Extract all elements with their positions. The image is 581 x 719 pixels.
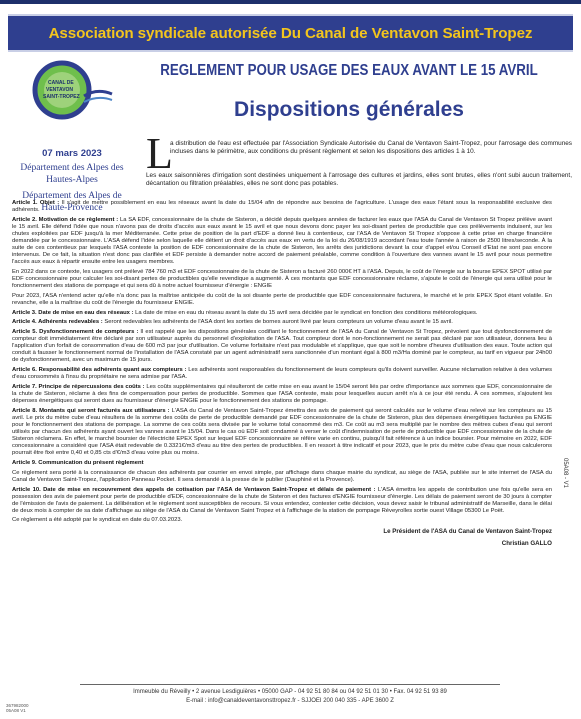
article-title: Article 2. Motivation de ce règlement : (12, 216, 119, 223)
article-paragraph (12, 470, 552, 484)
article-paragraph (12, 293, 552, 307)
article-text: Ce règlement sera porté à la connaissance de chacun des adhérents par courrier en envoi simple, par affichage dans chaque mairie du syndicat, au siège de l'ASA, publiée sur le site internet de l'ASA du Canal de Ventavon Saint-Tropez, l'application Panneau Pocket. Il sera demandé à la presse de le publier (Dauphiné et la Provence). (12, 469, 552, 483)
article-text: La SA EDF, concessionnaire de la chute de Sisteron, a décidé depuis quelques années de facturer les eaux que l'ASA du Canal de Ventavon St Tropez prélève avant le 15 avril. Elle défend l'idée que nous n'avons pas de droits d'accès aux eaux avant le 15 avril et que nous devons donc payer les soi-disant pertes de productible que ces prélèvements induisent, sur les chutes exploitées par EDF jusqu'à la mer Méditerranée. Cette prise de position de la part d'EDF a donné lieu à contentieux, car l'ASA de Ventavon St Tropez s'oppose à cette prise en charge financière demandée par le concessionnaire. L'ASA défend l'idée selon laquelle elle détient un droit d'accès aux eaux en vertu de la loi du 26/08/1919 accordant l'eau toute l'année à raison de 2500 litres/seconde. À la suite de ces contentieux par lesquels l'ASA conteste la position de EDF concessionnaire de la chute de Sisteron, les arrêts des juridictions devant la cour d'appel et/ou Conseil d'Etat ne sont pas encore intervenus. De ce fait, la situation n'est donc pas clarifiée et EDF persiste à demander notre accord de paiement préalable, comme condition à l'ouverture des vannes avant le 15 avril pour nous permettre l'accès aux eaux à répartir ensuite entre les usagers membres. (12, 216, 552, 266)
footer-divider (80, 684, 500, 685)
article-title: Article 1. Objet : (12, 200, 60, 206)
logo-text-line1: CANAL DE (48, 80, 74, 86)
article-paragraph (12, 487, 552, 515)
article-title: Article 8. Montants qui seront facturés aux utilisateurs : (12, 407, 170, 414)
article-title: Article 4. Adhérents redevables : (12, 319, 103, 326)
article-text: En 2022 dans ce contexte, les usagers ont prélevé 784 760 m3 et EDF concessionnaire de la chute de Sisteron a facturé 260 000€ HT à l'ASA. Depuis, le coût de l'énergie sur la bourse EPEX SPOT utilisé par EDF concessionnaire pour calculer les soi-disant pertes de productibles qu'elle revendique a augmenté. À ces montants que EDF concessionnaire réclame, s'ajoute le coût de l'énergie qui sera utilisé pour le fonctionnement des stations de pompage et qui sera dû à notre actuel fournisseur d'énergie : ENGIE (12, 269, 552, 290)
signature-title: Le Président de l'ASA du Canal de Ventavon Saint-Tropez (383, 528, 552, 536)
intro-paragraph: a distribution de l'eau est effectuée par l'Association Syndicale Autorisée du Canal de Ventavon Saint-Tropez, pour l'arrosage des communes incluses dans le périmètre, aux conditions du présent règlement et selon les dispositions des articles 1 à 10. (170, 140, 572, 155)
association-logo (22, 58, 114, 124)
article-text: Ce règlement a été adopté par le syndicat en date du 07.03.2023. (12, 517, 183, 524)
article-title: Article 3. Date de mise en eau des réseaux : (12, 309, 134, 316)
logo-text-line3: SAINT-TROPEZ (43, 94, 80, 100)
article-text: Les coûts supplémentaires qui résulteront de cette mise en eau avant le 15/04 seront liés par ordre d'importance aux sommes que EDF, concessionnaire de la chute de Sisteron, réclame à des fins de compensation pour pertes de productible. Sommes que l'ASA conteste, mais pour lesquelles aucun arrêt n'a à ce jour été rendu. À ces sommes, s'ajoutent les dépenses énergétiques qui seront dues au fournisseur d'énergie ENGIE pour le fonctionnement des stations de pompage. (12, 383, 552, 405)
article-title: Article 9. Communication du présent règlement (12, 460, 144, 467)
logo-text-line2: VENTAVON (46, 87, 74, 93)
footer-contact: E-mail : info@canaldeventavonsttropez.fr - SJJOEI 200 040 335 - APE 3600 Z (186, 697, 394, 704)
department-hautes-alpes: Département des Alpes des Hautes-Alpes (20, 163, 124, 185)
article-paragraph (12, 408, 552, 458)
article-paragraph (12, 367, 552, 381)
article-title: Article 7. Principe de répercussions des coûts : (12, 383, 145, 390)
intro-paragraph-2: Les eaux saisonnières d'irrigation sont destinées uniquement à l'arrosage des cultures et jardins, elles sont brutes, elles n'ont subi aucun traitement, décantation ou filtration préalables, elles ne sont donc pas potables. (146, 172, 572, 187)
article-paragraph (12, 384, 552, 405)
article-text: L'ASA émettra les appels de contribution une fois qu'elle sera en possession des avis de paiement pour perte de productible d'EDF, concessionnaire de la chute de Sisteron et des factures d'ENGIE fournisseur d'énergie. Les délais de paiement seront de 30 jours à compter de l'émission de l'avis de paiement. La délibération et le règlement sont susceptibles de recours. Si vous entendez, contester cette décision, vous devez saisir le tribunal administratif de Marseille, dans le délai de deux mois à compter de sa date d'affichage au siège de l'ASA du Canal de Ventavon Saint Tropez et à l'affichage de la station de pompage Réveyrolles sortie ouest Village 05300 Le Poët. (12, 486, 552, 514)
banner-title: Association syndicale autorisée Du Canal de Ventavon Saint-Tropez (48, 24, 533, 42)
section-title: Dispositions générales (234, 98, 464, 121)
document-reference (6, 703, 29, 713)
document-date: 07 mars 2023 (42, 148, 102, 159)
article-title: Article 6. Responsabilité des adhérents quant aux compteurs : (12, 367, 187, 374)
header-banner (8, 14, 573, 52)
article-paragraph (12, 319, 552, 326)
article-text: Les adhérents sont responsables du fonctionnement de leurs compteurs qu'ils doivent surveiller. Aucune réclamation relative à des volumes d'eau consommés à l'insu du propriétaire ne sera admise par l'ASA. (12, 367, 552, 381)
regulation-subtitle: REGLEMENT POUR USAGE DES EAUX AVANT LE 15 AVRIL (160, 62, 538, 79)
footer-address: Immeuble du Réveilly • 2 avenue Lesdiguières • 05000 GAP - 04 92 51 80 84 ou 04 92 51 01 30 • Fax. 04 92 51 93 89 (133, 689, 447, 695)
article-title: Article 5. Dysfonctionnement de compteurs : (12, 329, 139, 336)
document-reference-line1: 367982000 (6, 703, 29, 708)
article-paragraph (12, 269, 552, 290)
article-title: Article 10. Date de mise en recouvrement des appels de cotisation par l'ASA de Ventavon Saint-Tropez et délais de paiement : (12, 486, 376, 493)
article-paragraph (12, 217, 552, 267)
footer (60, 688, 520, 705)
article-paragraph (12, 460, 552, 467)
article-paragraph (12, 517, 552, 524)
article-text: Il s'agit de mettre possiblement en eau les réseaux avant la date du 15/04 afin de répondre aux besoins de l'agriculture. L'usage des eaux l'étant sous la responsabilité exclusive des adhérents. (12, 200, 552, 214)
document-reference-line2: 05A08 V1 (6, 708, 26, 713)
articles-body (12, 200, 552, 550)
article-text: L'ASA du Canal de Ventavon Saint-Tropez émettra des avis de paiement qui seront calculés sur le volume d'eau relevé sur les compteurs au 15 avril. Le prix du mètre cube d'eau résultera de la somme des coûts de perte de productible demandé par EDF concessionnaire de la chute de Sisteron, plus des dépenses énergétiques facturées pa ENGIE pour le fonctionnement des stations de pompage. La somme de ces coûts sera divisée par le volume total consommé des m3. Ce coût au m3 sera multiplié par le nombre des mètres cubes d'eau qui seront utilisés par chacun des adhérents ayant ouvert les vannes avant le 15/04. Dans le cas où EDF soit condamné à verser le coût d'indemnisation de perte de productible que EDF concessionnaire de la chute de Sisteron réclamera. En effet, le marché boursier de l'électricité EPEX Spot sur lequel EDF concessionnaire se réfère varie en continu, puisqu'il fait référence à un indice boursier. Pour mémoire en 2022, EDF concessionnaire a considéré que l'ASA était redevable de 0.3321€/m3 d'eau au titre des pertes de productibles. Il en ressort à titre indicatif et pour 2023, que le prix du mètre cube d'eau que nous calculerons pourrait être fixé entre 0,40 et 0,85 cts d'€/m3 d'eau voire plus ou moins. (12, 407, 552, 457)
article-paragraph (12, 310, 552, 317)
article-text: Seront redevables les adhérents de l'ASA dont les sorties de bornes auront livré par leurs compteurs un volume d'eau avant le 15 avril. (102, 319, 453, 326)
article-text: La date de mise en eau du réseau avant la date du 15 avril sera décidée par le syndicat en fonction des conditions météorologiques. (133, 309, 478, 316)
top-rule (0, 0, 581, 4)
article-text: Il est rappelé que les dispositions générales codifiant le fonctionnement de l'ASA du Canal de Ventavon St Tropez, prévoient que tout dysfonctionnement de compteur doit immédiatement être déclaré par son utilisateur auprès du personnel d'exploitation de l'ASA. Tout compteur dont le non-fonctionnement ne serait pas déclaré par son utilisateur, donnera lieu à l'application d'un forfait de consommation d'eau de 600 m3 par jour d'utilisation. Ce volume forfaitaire n'est pas modulable et s'applique, que que soit le nombre d'heures d'utilisation des eaux. Toute action qui conduit à fausser le fonctionnement normal de l'installation de l'ASA constaté par un agent administratif sera sanctionnée d'un montant égal à 800 m3/Ha dominé par le compteur, au tarif en vigueur par 24h00 de dysfonctionnement, avec un maximum de 15 jours. (12, 329, 552, 364)
article-text: Pour 2023, l'ASA n'entend acter qu'elle n'a donc pas la maîtrise anticipée du coût de la soi disante perte de productible que EDF concessionnaire facturera, le marché et le prix EPEX Spot étant volatile. En revanche, elle a la maîtrise du coût de l'énergie du fournisseur ENGIE. (12, 292, 552, 306)
article-paragraph (12, 200, 552, 214)
signature-name: Christian GALLO (501, 539, 552, 547)
drop-cap: L (146, 129, 173, 178)
side-document-code: 05A08 - V1 (562, 458, 568, 489)
article-paragraph (12, 329, 552, 364)
department-haute-provence: Département des Alpes de Haute-Provence (22, 191, 122, 213)
